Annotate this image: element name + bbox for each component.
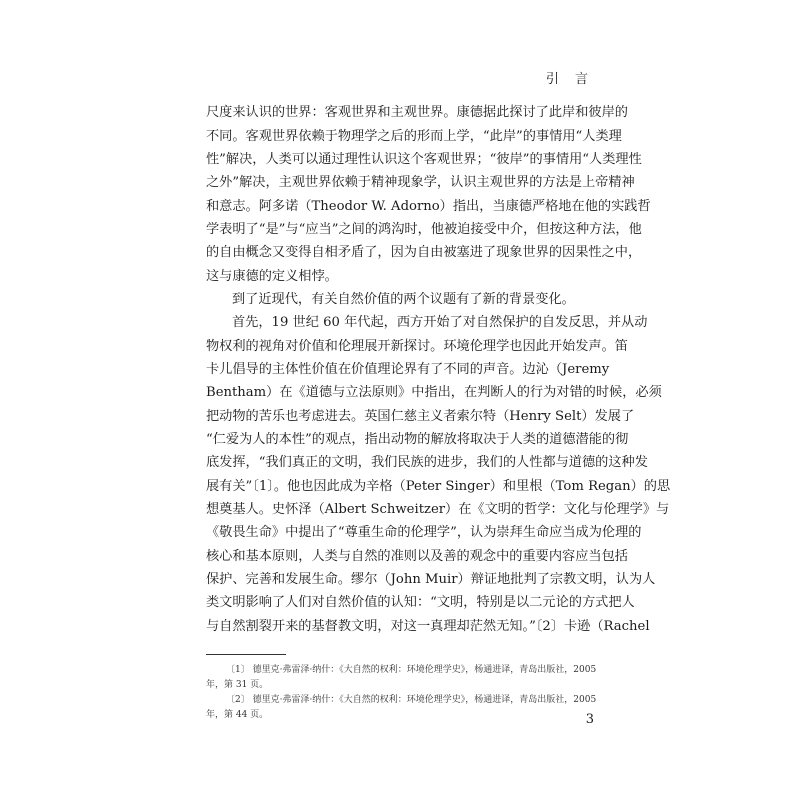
body-line: 尺度来认识的世界：客观世界和主观世界。康德据此探讨了此岸和彼岸的	[206, 105, 628, 120]
page-number: 3	[585, 712, 594, 727]
body-line: Bentham）在《道德与立法原则》中指出，在判断人的行为对错的时候，必须	[206, 385, 662, 400]
body-line: 底发挥，“我们真正的文明，我们民族的进步，我们的人性都与道德的这种发	[206, 455, 648, 470]
footnote-rule	[206, 654, 286, 655]
body-line: “仁爱为人的本性”的观点，指出动物的解放将取决于人类的道德潜能的彻	[206, 432, 629, 447]
body-line: 学表明了“是”与“应当”之间的鸿沟时，他被迫接受中介，但按这种方法，他	[206, 222, 642, 237]
running-head: 引 言	[545, 72, 594, 87]
body-line: 展有关”〔1〕。他也因此成为辛格（Peter Singer）和里根（Tom Regan）的思	[206, 479, 671, 494]
footnote-line: 年，第 31 页。	[206, 680, 269, 690]
body-line: 核心和基本原则，人类与自然的准则以及善的观念中的重要内容应当包括	[206, 549, 628, 564]
body-line: 和意志。阿多诺（Theodor W. Adorno）指出，当康德严格地在他的实践哲	[206, 199, 651, 214]
footnote-line: 〔1〕 德里克·弗雷泽·纳什：《大自然的权利：环境伦理学史》，杨通进译，青岛出版社，2005	[226, 665, 597, 675]
footnote-line: 〔2〕 德里克·弗雷泽·纳什：《大自然的权利：环境伦理学史》，杨通进译，青岛出版社，2005	[226, 695, 597, 705]
body-line: 之外”解决，主观世界依赖于精神现象学，认识主观世界的方法是上帝精神	[206, 175, 635, 190]
body-line: 性”解决，人类可以通过理性认识这个客观世界；“彼岸”的事情用“人类理性	[206, 152, 642, 167]
body-line: 想奠基人。史怀泽（Albert Schweitzer）在《文明的哲学：文化与伦理学》与	[206, 502, 670, 517]
body-line: 不同。客观世界依赖于物理学之后的形而上学，“此岸”的事情用“人类理	[206, 129, 622, 144]
body-line: 保护、完善和发展生命。缪尔（John Muir）辩证地批判了宗教文明，认为人	[206, 572, 656, 587]
body-line: 类文明影响了人们对自然价值的认知：“文明，特别是以二元论的方式把人	[206, 595, 635, 610]
body-line: 《敬畏生命》中提出了“尊重生命的伦理学”，认为崇拜生命应当成为伦理的	[206, 525, 642, 540]
body-line: 的自由概念又变得自相矛盾了，因为自由被塞进了现象世界的因果性之中，	[206, 245, 642, 260]
body-line: 卡儿倡导的主体性价值在价值理论界有了不同的声音。边沁（Jeremy	[206, 362, 610, 377]
footnote-line: 年，第 44 页。	[206, 710, 269, 720]
body-line: 到了近现代，有关自然价值的两个议题有了新的背景变化。	[232, 292, 575, 307]
body-line: 这与康德的定义相悖。	[206, 269, 338, 284]
body-line: 把动物的苦乐也考虑进去。英国仁慈主义者索尔特（Henry Selt）发展了	[206, 409, 635, 424]
body-line: 物权利的视角对价值和伦理展开新探讨。环境伦理学也因此开始发声。笛	[206, 339, 628, 354]
body-line: 与自然割裂开来的基督教文明，对这一真理却茫然无知。”〔2〕卡逊（Rachel	[206, 619, 650, 634]
body-line: 首先，19 世纪 60 年代起，西方开始了对自然保护的自发反思，并从动	[232, 315, 648, 330]
